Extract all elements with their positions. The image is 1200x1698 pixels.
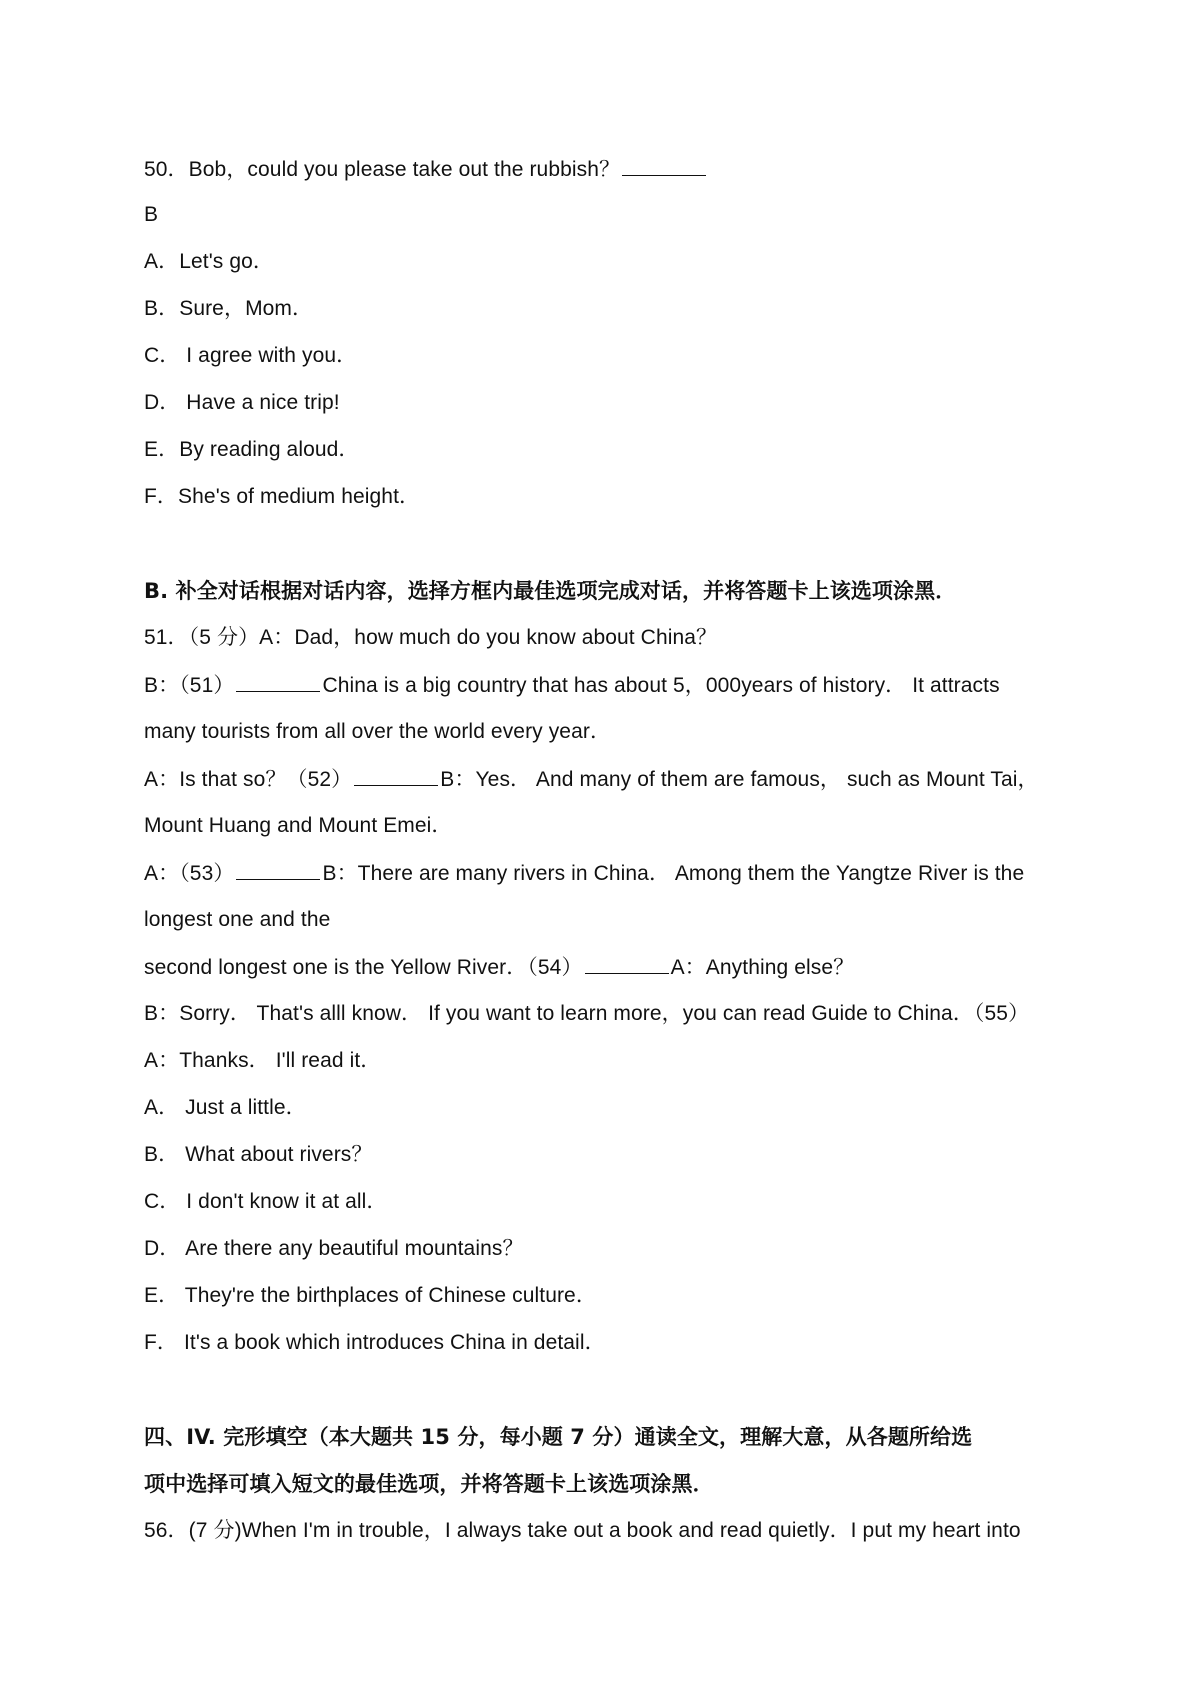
line-text: A：Thanks． I'll read it．	[144, 1049, 382, 1072]
option-b	[144, 1141, 1074, 1169]
line-text: A：（53）	[144, 862, 235, 885]
answer-blank	[354, 765, 438, 786]
line-text: B：（51）	[144, 674, 235, 697]
line-text: 50．Bob，could you please take out the rubbish？	[144, 158, 621, 181]
option-e	[144, 1282, 1074, 1310]
line-text: 四、IV. 完形填空（本大题共 15 分，每小题 7 分）通读全文，理解大意，从各题所给选	[144, 1425, 973, 1449]
line-text: F．She's of medium height．	[144, 485, 421, 508]
option-f	[144, 1329, 1074, 1357]
line-text: 51．（5 分）A：Dad，how much do you know about China？	[144, 626, 718, 649]
option-a	[144, 248, 1074, 276]
dialogue-line	[144, 812, 1074, 840]
line-text: A：Anything else？	[670, 956, 855, 979]
line-text: longest one and the	[144, 908, 331, 931]
dialogue-line	[144, 671, 1074, 700]
line-text: Mount Huang and Mount Emei．	[144, 814, 453, 837]
answer-blank	[622, 155, 706, 176]
line-text: China is a big country that has about 5，000years of history． It attracts	[322, 674, 1000, 697]
option-c	[144, 342, 1074, 370]
answer-blank	[236, 671, 320, 692]
line-text: many tourists from all over the world every year．	[144, 720, 612, 743]
q51-question	[144, 624, 1074, 652]
line-text: B：Sorry． That's alll know． If you want to learn more，you can read Guide to China．（55）	[144, 1002, 1030, 1025]
answer-blank	[236, 859, 320, 880]
line-text: B：Yes． And many of them are famous， such as Mount Tai，	[440, 768, 1039, 791]
line-text: B. 补全对话根据对话内容，选择方框内最佳选项完成对话，并将答题卡上该选项涂黑．	[144, 579, 957, 603]
line-text: B． What about rivers？	[144, 1143, 373, 1166]
option-f	[144, 483, 1074, 511]
dialogue-line	[144, 906, 1074, 934]
line-text: C． I don't know it at all．	[144, 1190, 388, 1213]
option-c	[144, 1188, 1074, 1216]
option-d	[144, 1235, 1074, 1263]
section-b-heading	[144, 577, 1074, 605]
option-e	[144, 436, 1074, 464]
dialogue-line	[144, 953, 1074, 982]
line-text: A．Let's go．	[144, 250, 275, 273]
dialogue-line	[144, 1000, 1074, 1028]
section-iv-heading	[144, 1423, 1074, 1451]
line-text: D． Have a nice trip!	[144, 391, 340, 414]
section-iv-heading-cont	[144, 1470, 1074, 1498]
option-a	[144, 1094, 1074, 1122]
answer-blank	[585, 953, 669, 974]
line-text: E． They're the birthplaces of Chinese culture．	[144, 1284, 597, 1307]
dialogue-line	[144, 859, 1074, 888]
line-text: B：There are many rivers in China． Among them the Yangtze River is the	[322, 862, 1025, 885]
line-text: F． It's a book which introduces China in detail．	[144, 1331, 606, 1354]
dialogue-line	[144, 718, 1074, 746]
line-text: C． I agree with you．	[144, 344, 358, 367]
line-text: B．Sure，Mom．	[144, 297, 314, 320]
q56-passage	[144, 1517, 1074, 1545]
q50-answer	[144, 201, 1074, 229]
q50-question	[144, 155, 1074, 184]
line-text: second longest one is the Yellow River．（54）	[144, 956, 583, 979]
line-text: A． Just a little．	[144, 1096, 307, 1119]
dialogue-line	[144, 765, 1074, 794]
line-text: 项中选择可填入短文的最佳选项，并将答题卡上该选项涂黑．	[144, 1472, 714, 1496]
line-text: B	[144, 203, 159, 226]
option-d	[144, 389, 1074, 417]
line-text: 56．(7 分)When I'm in trouble，I always take out a book and read quietly．I put my heart into	[144, 1519, 1021, 1542]
option-b	[144, 295, 1074, 323]
line-text: D． Are there any beautiful mountains？	[144, 1237, 524, 1260]
line-text: A：Is that so？（52）	[144, 768, 353, 791]
dialogue-line	[144, 1047, 1074, 1075]
line-text: E．By reading aloud．	[144, 438, 360, 461]
